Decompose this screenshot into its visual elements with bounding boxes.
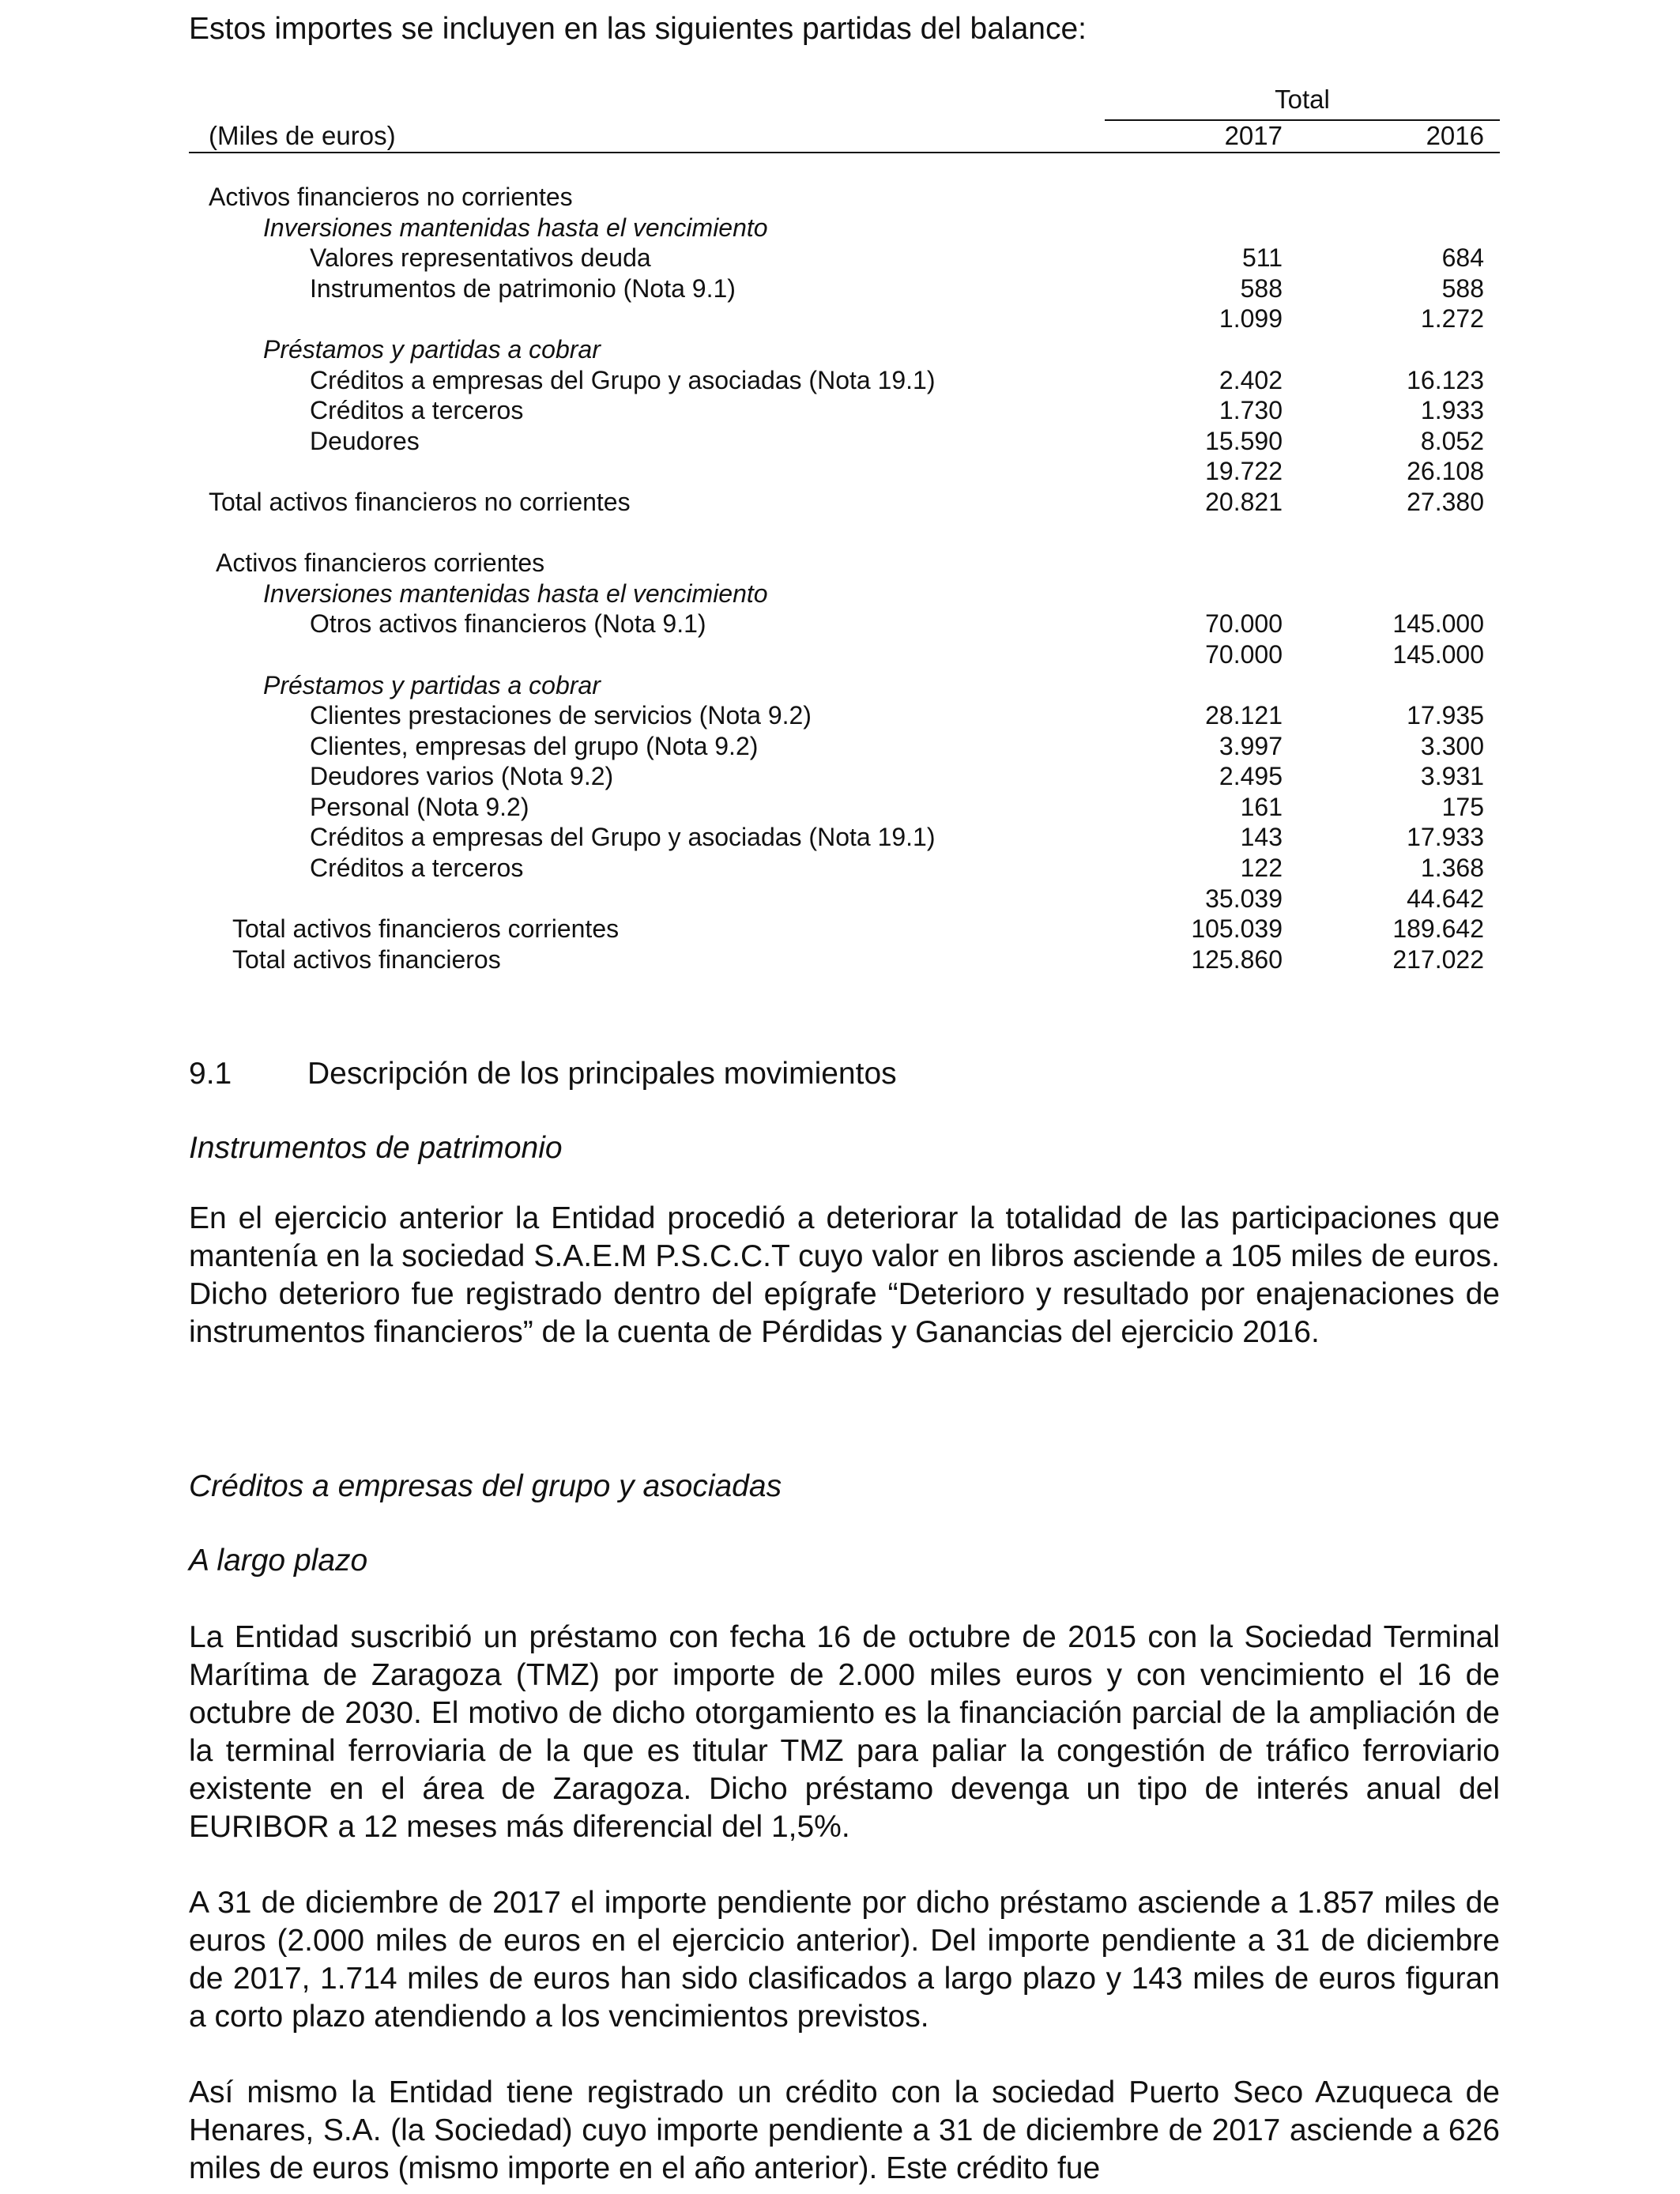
value-2017: 28.121 <box>1205 701 1283 730</box>
column-header-2017: 2017 <box>1224 121 1283 150</box>
value-2017: 35.039 <box>1205 884 1283 913</box>
unit-label: (Miles de euros) <box>209 121 396 150</box>
row-label: Créditos a empresas del Grupo y asociadas (Nota 19.1) <box>310 365 936 394</box>
table-row <box>0 426 1680 457</box>
row-label: Activos financieros corrientes <box>216 548 545 578</box>
section-heading <box>189 1053 897 1095</box>
table-row <box>0 395 1680 426</box>
subheading-largo-plazo: A largo plazo <box>189 1544 368 1578</box>
value-2017: 70.000 <box>1205 609 1283 639</box>
table-body <box>0 182 1680 974</box>
row-label: Deudores <box>310 426 420 455</box>
section-title: Descripción de los principales movimientos <box>307 1057 897 1091</box>
table-row <box>0 303 1680 334</box>
table-row <box>0 822 1680 853</box>
row-label: Clientes prestaciones de servicios (Nota 9.2) <box>310 701 812 730</box>
value-2017: 511 <box>1241 243 1283 273</box>
row-label: Personal (Nota 9.2) <box>310 792 529 821</box>
row-label: Otros activos financieros (Nota 9.1) <box>310 609 706 639</box>
value-2017: 15.590 <box>1205 426 1283 455</box>
subheading-instrumentos: Instrumentos de patrimonio <box>189 1131 563 1165</box>
table-row <box>0 944 1680 975</box>
value-2017: 1.730 <box>1219 396 1283 425</box>
value-2016: 3.931 <box>1420 762 1484 791</box>
table-row <box>0 609 1680 639</box>
value-2016: 16.123 <box>1407 365 1484 394</box>
table-row <box>0 853 1680 884</box>
value-2016: 145.000 <box>1392 639 1484 669</box>
paragraph-prestamo-tmz: La Entidad suscribió un préstamo con fecha 16 de octubre de 2015 con la Sociedad Terminal Marítima de Zaragoza (TMZ) por importe de 2.000 miles euros y con vencimiento el 16 de octubre de 2030. El motivo de dicho otorgamiento es la financiación parcial de la ampliación de la terminal ferroviaria de la que es titular TMZ para paliar la congestión de tráfico ferroviario existente en el área de Zaragoza. Dicho préstamo devenga un tipo de interés anual del EURIBOR a 12 meses más diferencial del 1,5%. <box>189 1620 1500 1844</box>
row-label: Instrumentos de patrimonio (Nota 9.1) <box>310 273 736 303</box>
table-row <box>0 884 1680 914</box>
table-row <box>0 243 1680 273</box>
paragraph-puerto-seco: Así mismo la Entidad tiene registrado un crédito con la sociedad Puerto Seco Azuqueca de Henares, S.A. (la Sociedad) cuyo importe pendiente a 31 de diciembre de 2017 asciende a 626 miles de euros (mismo importe en el año anterior). Este crédito fue <box>189 2075 1500 2185</box>
value-2016: 3.300 <box>1420 731 1484 760</box>
row-label: Préstamos y partidas a cobrar <box>263 670 601 699</box>
table-row <box>0 914 1680 944</box>
value-2016: 1.933 <box>1420 396 1484 425</box>
value-2017: 122 <box>1240 854 1283 883</box>
value-2017: 105.039 <box>1191 914 1283 944</box>
value-2016: 27.380 <box>1407 487 1484 516</box>
row-label: Créditos a terceros <box>310 854 524 883</box>
table-row <box>0 761 1680 792</box>
table-row <box>0 334 1680 365</box>
value-2016: 217.022 <box>1392 944 1484 974</box>
row-label: Créditos a empresas del Grupo y asociadas (Nota 19.1) <box>310 823 936 852</box>
subheading-creditos-grupo: Créditos a empresas del grupo y asociadas <box>189 1469 782 1503</box>
value-2017: 20.821 <box>1205 487 1283 516</box>
value-2017: 3.997 <box>1219 731 1283 760</box>
value-2017: 1.099 <box>1219 304 1283 334</box>
row-label: Total activos financieros no corrientes <box>209 487 631 516</box>
column-header-2016: 2016 <box>1426 121 1484 150</box>
intro-text: Estos importes se incluyen en las siguientes partidas del balance: <box>189 12 1087 46</box>
value-2016: 189.642 <box>1392 914 1484 944</box>
table-header-rule <box>189 152 1500 153</box>
paragraph-instrumentos: En el ejercicio anterior la Entidad procedió a deteriorar la totalidad de las participaciones que mantenía en la sociedad S.A.E.M P.S.C.C.T cuyo valor en libros asciende a 105 miles de euros. Dicho deterioro fue registrado dentro del epígrafe “Deterioro y resultado por enajenaciones de instrumentos financieros” de la cuenta de Pérdidas y Ganancias del ejercicio 2016. <box>189 1201 1500 1349</box>
table-row <box>0 182 1680 213</box>
row-label: Inversiones mantenidas hasta el vencimiento <box>263 213 768 242</box>
value-2017: 2.402 <box>1219 365 1283 394</box>
table-header-row <box>0 119 1680 153</box>
table-row <box>0 487 1680 518</box>
value-2017: 125.860 <box>1191 944 1283 974</box>
value-2016: 8.052 <box>1420 426 1484 455</box>
table-row <box>0 670 1680 701</box>
value-2016: 26.108 <box>1407 457 1484 486</box>
table-row <box>0 213 1680 243</box>
table-row <box>0 548 1680 579</box>
value-2016: 175 <box>1441 792 1484 821</box>
value-2016: 684 <box>1441 243 1484 273</box>
table-row <box>0 365 1680 396</box>
value-2016: 145.000 <box>1392 609 1484 639</box>
row-label: Valores representativos deuda <box>310 243 651 273</box>
value-2017: 588 <box>1240 273 1283 303</box>
row-label: Deudores varios (Nota 9.2) <box>310 762 614 791</box>
row-label: Activos financieros no corrientes <box>209 183 573 211</box>
value-2017: 143 <box>1240 823 1283 852</box>
value-2016: 1.368 <box>1420 854 1484 883</box>
row-label: Total activos financieros <box>232 944 501 974</box>
table-row <box>0 700 1680 731</box>
value-2016: 1.272 <box>1420 304 1484 334</box>
total-column-header: Total <box>1275 85 1330 114</box>
value-2017: 161 <box>1240 792 1283 821</box>
value-2016: 17.933 <box>1407 823 1484 852</box>
table-row <box>0 456 1680 487</box>
row-label: Inversiones mantenidas hasta el vencimiento <box>263 579 768 608</box>
table-row <box>0 792 1680 823</box>
row-label: Clientes, empresas del grupo (Nota 9.2) <box>310 731 759 760</box>
row-label: Total activos financieros corrientes <box>232 914 620 944</box>
table-row <box>0 731 1680 762</box>
value-2016: 588 <box>1441 273 1484 303</box>
section-number: 9.1 <box>189 1057 232 1091</box>
value-2016: 17.935 <box>1407 701 1484 730</box>
row-label: Créditos a terceros <box>310 396 524 425</box>
table-row <box>0 639 1680 670</box>
value-2017: 2.495 <box>1219 762 1283 791</box>
paragraph-importe-pendiente: A 31 de diciembre de 2017 el importe pendiente por dicho préstamo asciende a 1.857 miles de euros (2.000 miles de euros en el ejercicio anterior). Del importe pendiente a 31 de diciembre de 2017, 1.714 miles de euros han sido clasificados a largo plazo y 143 miles de euros figuran a corto plazo atendiendo a los vencimientos previstos. <box>189 1886 1500 2034</box>
table-row <box>0 518 1680 548</box>
table-row <box>0 579 1680 609</box>
value-2017: 19.722 <box>1205 457 1283 486</box>
table-row <box>0 273 1680 304</box>
value-2016: 44.642 <box>1407 884 1484 913</box>
value-2017: 70.000 <box>1205 639 1283 669</box>
row-label: Préstamos y partidas a cobrar <box>263 334 601 364</box>
